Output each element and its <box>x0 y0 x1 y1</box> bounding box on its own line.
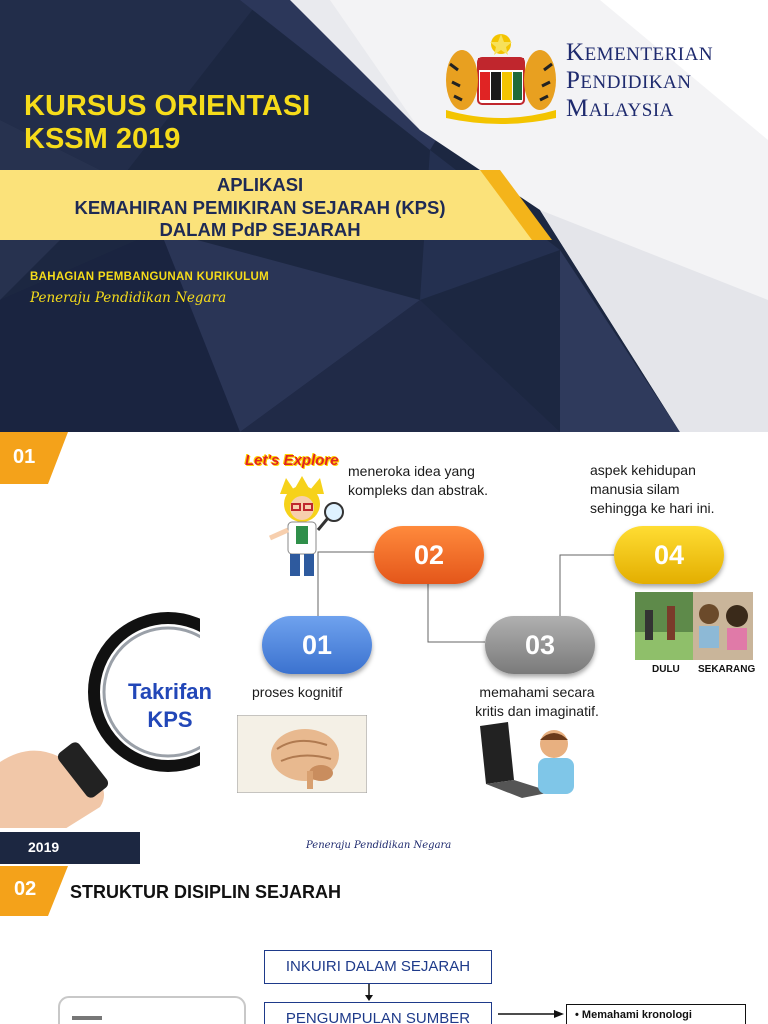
course-title-line2: KSSM 2019 <box>24 123 181 155</box>
desc-04-line3: sehingga ke hari ini. <box>590 500 715 516</box>
brain-diagram <box>237 715 367 793</box>
inkuiri-box: INKUIRI DALAM SEJARAH <box>264 950 492 984</box>
banner-line3: DALAM PdP SEJARAH <box>159 219 361 240</box>
desc-02-line1: meneroka idea yang <box>348 463 475 479</box>
structure-slide <box>0 864 768 1024</box>
desc-03 <box>462 683 612 721</box>
footer-year: 2019 <box>28 839 60 855</box>
malaysia-coat-of-arms-icon <box>440 30 562 126</box>
course-title <box>24 90 310 156</box>
desc-04-line1: aspek kehidupan <box>590 462 696 478</box>
desc-04 <box>590 461 715 518</box>
desc-03-line2: kritis dan imaginatif. <box>475 703 599 719</box>
definition-slide <box>0 432 768 864</box>
section-tag-01-label: 01 <box>13 446 36 468</box>
side-item-text: Memahami kronologi <box>581 1009 692 1021</box>
takrifan-kps-label <box>105 678 235 734</box>
desc-03-line1: memahami secara <box>479 684 595 700</box>
takrifan-line1: Takrifan <box>128 679 212 704</box>
footer-slogan: Peneraju Pendidikan Negara <box>306 840 452 851</box>
ministry-line2-initial: P <box>566 67 581 94</box>
takrifan-line2: KPS <box>147 707 193 732</box>
pill-04: 04 <box>614 526 724 584</box>
photo-label-past: DULU <box>652 664 680 675</box>
ministry-line1-initial: K <box>566 39 585 66</box>
section-tag-02-label: 02 <box>14 878 37 900</box>
ministry-name <box>566 40 713 124</box>
pengumpulan-sumber-box: PENGUMPULAN SUMBER <box>264 1002 492 1024</box>
ministry-line1-rest: EMENTERIAN <box>584 44 714 65</box>
desc-01: proses kognitif <box>252 684 343 700</box>
title-slide <box>0 0 768 432</box>
ministry-line2-rest: ENDIDIKAN <box>580 72 692 93</box>
explorer-cartoon-icon <box>262 474 352 584</box>
bullet-icon: • <box>575 1009 582 1021</box>
course-title-line1: KURSUS ORIENTASI <box>24 90 311 122</box>
document-card <box>58 996 248 1024</box>
ministry-line3-initial: M <box>566 95 589 122</box>
pill-03: 03 <box>485 616 595 674</box>
past-present-photo <box>635 592 753 660</box>
banner-line1: APLIKASI <box>216 174 304 195</box>
slogan: Peneraju Pendidikan Negara <box>30 290 227 306</box>
slide-title: STRUKTUR DISIPLIN SEJARAH <box>70 882 342 902</box>
department-name: BAHAGIAN PEMBANGUNAN KURIKULUM <box>30 271 269 283</box>
pill-02: 02 <box>374 526 484 584</box>
desc-02-line2: kompleks dan abstrak. <box>348 482 489 498</box>
pill-01: 01 <box>262 616 372 674</box>
banner-line2: KEMAHIRAN PEMIKIRAN SEJARAH (KPS) <box>74 196 446 218</box>
right-arrow-icon <box>498 1007 568 1021</box>
lets-explore-label: Let's Explore <box>245 452 339 469</box>
side-item-box <box>566 1004 746 1024</box>
banner-text <box>0 174 520 242</box>
child-laptop-photo <box>474 722 594 810</box>
desc-04-line2: manusia silam <box>590 481 680 497</box>
desc-02 <box>348 462 488 500</box>
down-arrow-icon <box>364 984 374 1002</box>
photo-label-present: SEKARANG <box>698 664 756 675</box>
footer-year-block <box>0 832 140 864</box>
ministry-line3-rest: ALAYSIA <box>588 100 674 121</box>
